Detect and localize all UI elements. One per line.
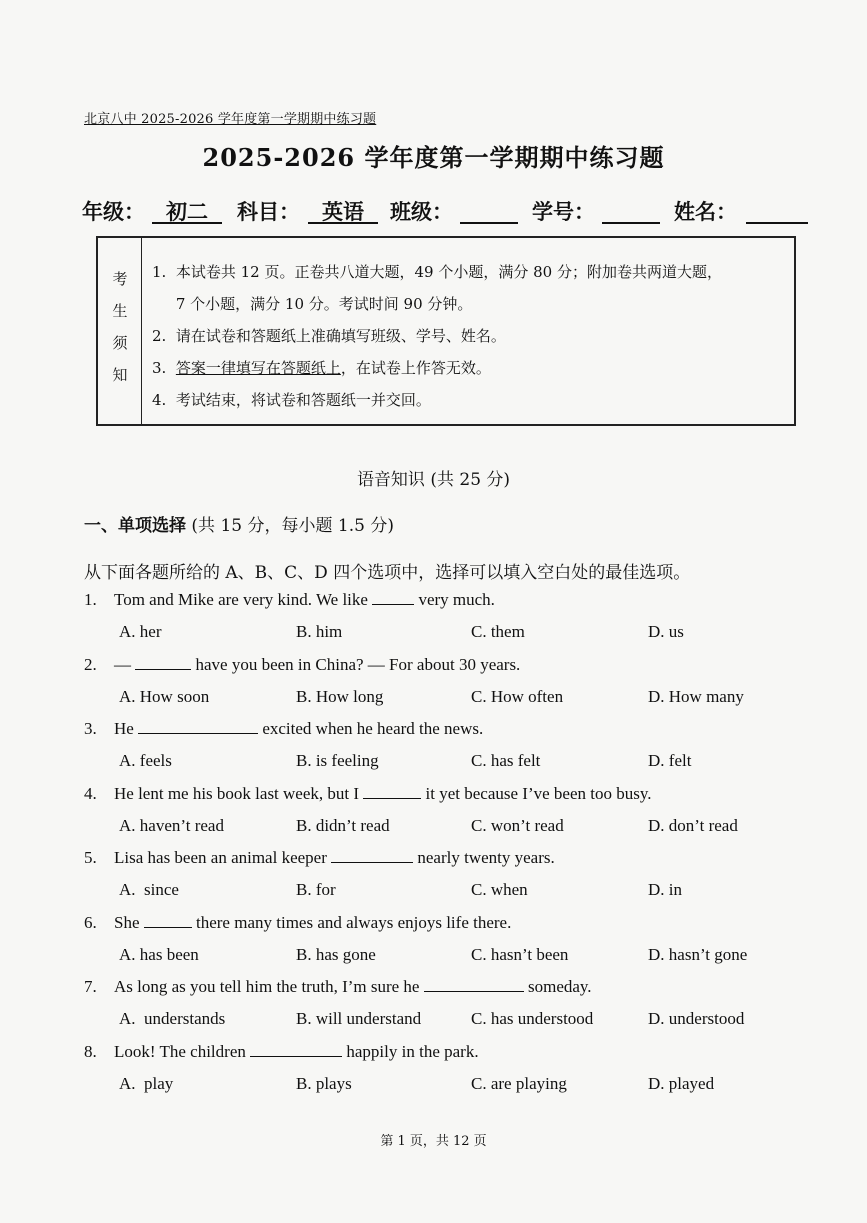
answer-option: B. plays xyxy=(296,1073,352,1093)
answer-option: C. hasn’t been xyxy=(471,944,569,964)
answer-option: B. for xyxy=(296,880,336,899)
answer-option: D. don’t read xyxy=(648,815,738,835)
student-id-label: 学号： xyxy=(532,199,595,224)
answer-option: A. play xyxy=(119,1073,174,1093)
question-number: 7. xyxy=(84,977,97,996)
question-text: excited when he heard the news. xyxy=(258,719,484,738)
question-number: 1. xyxy=(84,590,97,609)
question-text: have you been in China? — For about 30 years. xyxy=(191,654,521,674)
answer-option: A. since xyxy=(119,880,179,899)
question-number: 4. xyxy=(84,783,97,803)
class-label: 班级： xyxy=(390,199,453,224)
question-stem xyxy=(84,848,555,868)
answer-option: D. in xyxy=(648,880,682,899)
answer-option: A. her xyxy=(119,622,162,641)
question-number: 2. xyxy=(84,654,97,674)
instruction-text: 从下面各题所给的 A、B、C、D 四个选项中，选择可以填入空白处的最佳选项。 xyxy=(84,563,691,583)
question-text: He xyxy=(114,719,139,738)
answer-option: C. has felt xyxy=(471,751,541,770)
question-text: it yet because I’ve been too busy. xyxy=(421,783,652,803)
class-field[interactable] xyxy=(460,196,518,224)
section-title: 语音知识 (共 25 分) xyxy=(356,470,511,490)
subject-label: 科目： xyxy=(237,199,300,224)
question-number: 6. xyxy=(84,912,97,932)
notice-item: 7 个小题，满分 10 分。考试时间 90 分钟。 xyxy=(152,295,473,313)
notice-side-char: 须 xyxy=(112,334,128,352)
notice-item xyxy=(152,352,796,384)
name-label: 姓名： xyxy=(674,199,737,224)
answer-option: B. will understand xyxy=(296,1009,422,1028)
notice-item: 4. 考试结束，将试卷和答题纸一并交回。 xyxy=(152,391,431,409)
answer-option: D. How many xyxy=(648,686,744,706)
notice-item: 2. 请在试卷和答题纸上准确填写班级、学号、姓名。 xyxy=(152,327,506,345)
question-text: She xyxy=(114,912,144,932)
answer-option: C. when xyxy=(471,880,528,899)
question-text: Tom and Mike are very kind. We like xyxy=(114,590,373,609)
answer-blank xyxy=(135,655,191,670)
question-text: Look! The children xyxy=(114,1041,251,1061)
answer-blank xyxy=(250,1042,342,1057)
answer-option: C. are playing xyxy=(471,1073,567,1093)
answer-option: B. is feeling xyxy=(296,751,379,770)
part-title-main: 一、单项选择 xyxy=(84,516,186,536)
answer-option: D. played xyxy=(648,1073,715,1093)
answer-option: B. didn’t read xyxy=(296,815,390,835)
answer-option: C. won’t read xyxy=(471,815,564,835)
answer-option: A. feels xyxy=(119,751,172,770)
question-number: 8. xyxy=(84,1041,97,1061)
question-number: 3. xyxy=(84,719,97,738)
answer-option: C. has understood xyxy=(471,1009,594,1028)
answer-option: A. How soon xyxy=(119,686,210,706)
answer-option: D. us xyxy=(648,622,684,641)
student-id-field[interactable] xyxy=(602,196,660,224)
answer-blank xyxy=(138,719,258,734)
answer-option: C. How often xyxy=(471,686,564,706)
question-text: very much. xyxy=(414,590,495,609)
notice-side-char: 生 xyxy=(112,302,128,320)
question-text: happily in the park. xyxy=(342,1041,479,1061)
question-stem xyxy=(84,1042,479,1062)
answer-option: A. understands xyxy=(119,1009,226,1028)
question-text: Lisa has been an animal keeper xyxy=(114,848,332,867)
notice-item-rest: ，在试卷上作答无效。 xyxy=(340,359,491,377)
question-text: — xyxy=(114,654,136,674)
notice-item-number: 3. xyxy=(152,359,176,377)
notice-list xyxy=(152,256,796,416)
grade-value: 初二 xyxy=(152,196,222,224)
school-line: 北京八中 2025-2026 学年度第一学期期中练习题 xyxy=(84,112,377,127)
part-title xyxy=(84,511,394,536)
answer-option: A. has been xyxy=(119,944,199,964)
question-stem xyxy=(84,784,652,804)
answer-option: A. haven’t read xyxy=(119,815,224,835)
part-title-score: (共 15 分，每小题 1.5 分) xyxy=(186,516,394,536)
question-stem xyxy=(84,719,483,739)
question-text: there many times and always enjoys life there. xyxy=(191,912,512,932)
page-footer: 第 1 页，共 12 页 xyxy=(380,1134,487,1149)
question-text: nearly twenty years. xyxy=(413,848,555,867)
student-info-row xyxy=(82,194,812,226)
answer-option: D. hasn’t gone xyxy=(648,944,748,964)
answer-blank xyxy=(363,784,421,799)
answer-blank xyxy=(144,913,192,928)
question-stem xyxy=(84,913,511,933)
answer-blank xyxy=(372,590,414,605)
subject-value: 英语 xyxy=(308,196,378,224)
question-stem xyxy=(84,977,592,997)
question-number: 5. xyxy=(84,848,97,867)
grade-label: 年级： xyxy=(82,199,145,224)
answer-blank xyxy=(424,977,524,992)
notice-side-char: 考 xyxy=(112,270,128,288)
notice-side-char: 知 xyxy=(112,366,128,384)
answer-option: B. him xyxy=(296,622,343,641)
question-text: someday. xyxy=(523,977,592,996)
answer-option: D. felt xyxy=(648,751,692,770)
question-stem xyxy=(84,655,520,675)
exam-notice-box xyxy=(96,236,796,426)
notice-item-emphasis: 答案一律填写在答题纸上 xyxy=(175,359,341,377)
answer-option: C. them xyxy=(471,622,525,641)
notice-item: 1. 本试卷共 12 页。正卷共八道大题，49 个小题，满分 80 分；附加卷共两道大题， xyxy=(152,263,722,281)
answer-option: B. has gone xyxy=(296,944,376,964)
question-text: As long as you tell him the truth, I’m sure he xyxy=(114,977,424,996)
answer-option: B. How long xyxy=(296,686,384,706)
page-title: 2025-2026 学年度第一学期期中练习题 xyxy=(202,143,665,172)
answer-blank xyxy=(331,848,413,863)
question-stem xyxy=(84,590,495,610)
name-field[interactable] xyxy=(746,196,808,224)
notice-side-label xyxy=(98,238,142,424)
question-text: He lent me his book last week, but I xyxy=(114,783,364,803)
answer-option: D. understood xyxy=(648,1009,745,1028)
